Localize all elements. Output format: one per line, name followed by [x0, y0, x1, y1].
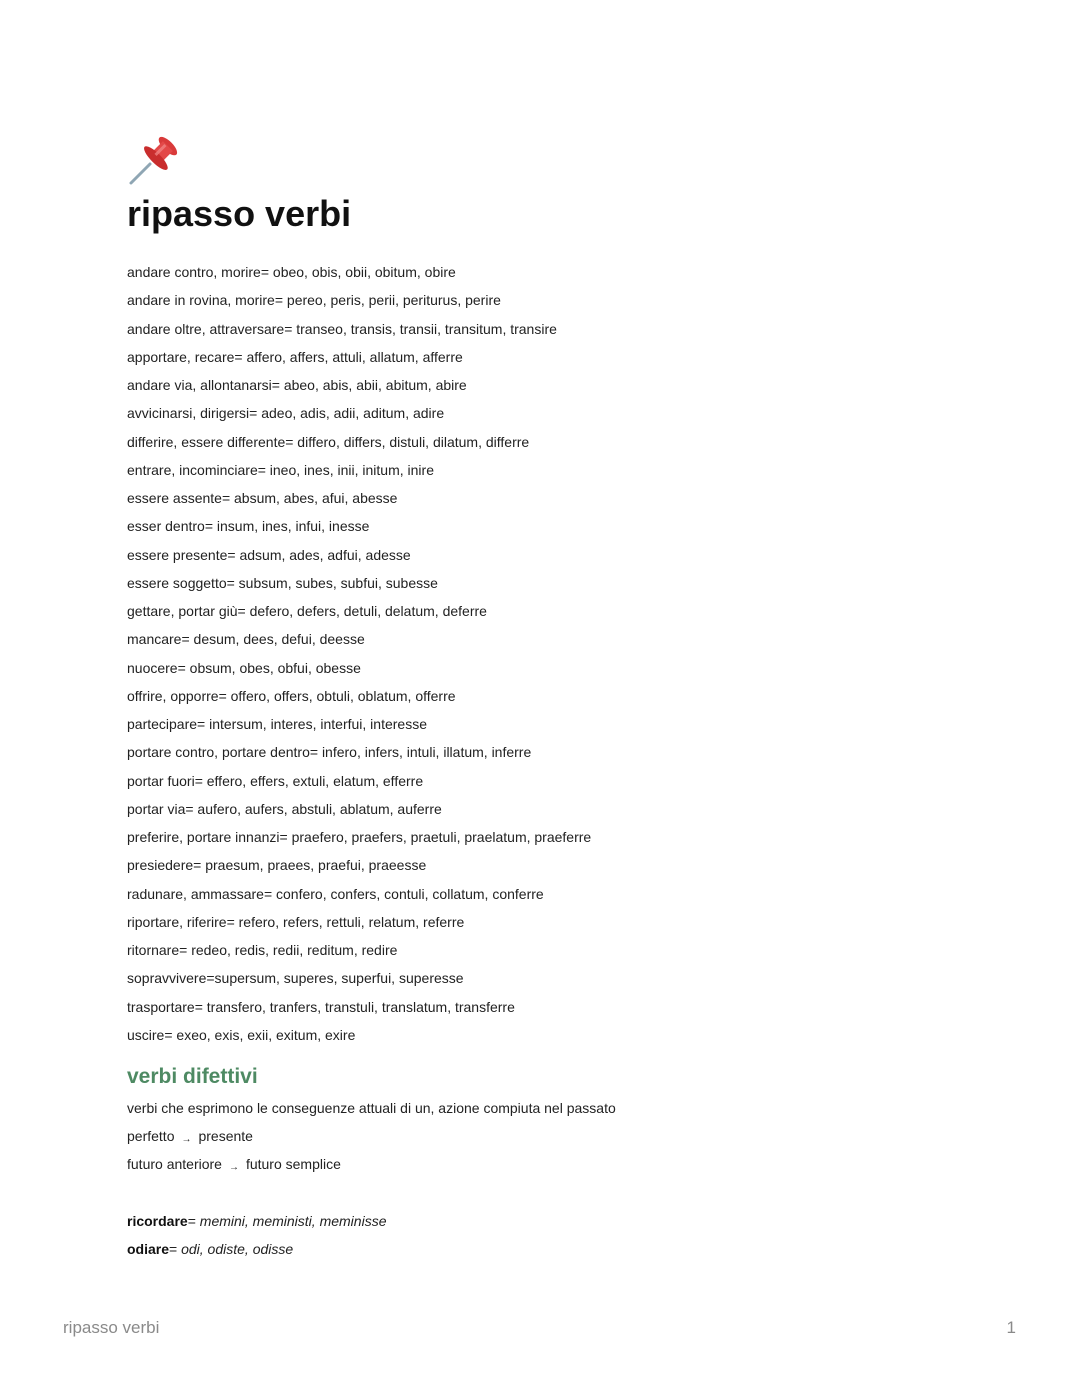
- example-entry: [127, 1207, 386, 1235]
- verb-entry: andare contro, morire= obeo, obis, obii, obitum, obire: [127, 264, 456, 280]
- verb-entry: andare via, allontanarsi= abeo, abis, abii, abitum, abire: [127, 377, 467, 393]
- verb-entry: radunare, ammassare= confero, confers, contuli, collatum, conferre: [127, 885, 544, 902]
- tense-from: perfetto: [127, 1128, 175, 1145]
- verb-entry: entrare, incominciare= ineo, ines, inii, initum, inire: [127, 461, 434, 478]
- defective-description: verbi che esprimono le conseguenze attuali di un, azione compiuta nel passato: [127, 1100, 616, 1116]
- page-number: 1: [1006, 1318, 1016, 1337]
- verb-entry: riportare, riferire= refero, refers, rettuli, relatum, referre: [127, 913, 465, 930]
- verb-entry: uscire= exeo, exis, exii, exitum, exire: [127, 1026, 356, 1043]
- verb-entry: apportare, recare= affero, affers, attuli, allatum, afferre: [127, 348, 463, 365]
- verb-entry: portar fuori= effero, effers, extuli, elatum, efferre: [127, 772, 424, 789]
- verb-entry: nuocere= obsum, obes, obfui, obesse: [127, 659, 361, 676]
- footer-title: ripasso verbi: [63, 1318, 160, 1337]
- pushpin-icon: [128, 132, 182, 186]
- verb-entry: sopravvivere=supersum, superes, superfui, superesse: [127, 970, 464, 987]
- verb-list: [127, 258, 591, 1049]
- tense-mapping: [127, 1122, 616, 1150]
- verb-entry: avvicinarsi, dirigersi= adeo, adis, adii, aditum, adire: [127, 405, 445, 422]
- example-term: odiare: [127, 1241, 170, 1258]
- verb-entry: gettare, portar giù= defero, defers, detuli, delatum, deferre: [127, 603, 487, 619]
- verb-entry: preferire, portare innanzi= praefero, praefers, praetuli, praelatum, praeferre: [127, 829, 592, 845]
- arrow-right-icon: →: [181, 1134, 192, 1146]
- tense-to: futuro semplice: [245, 1156, 341, 1173]
- defective-explanation: [127, 1094, 616, 1179]
- verb-entry: essere soggetto= subsum, subes, subfui, subesse: [127, 574, 438, 591]
- verb-entry: presiedere= praesum, praees, praefui, praeesse: [127, 857, 427, 874]
- verb-entry: ritornare= redeo, redis, redii, reditum, redire: [127, 942, 398, 958]
- verb-entry: esser dentro= insum, ines, infui, inesse: [127, 518, 370, 535]
- verb-entry: portar via= aufero, aufers, abstuli, ablatum, auferre: [127, 800, 442, 817]
- example-entry: [127, 1235, 386, 1263]
- defective-examples: [127, 1207, 386, 1263]
- tense-mapping: [127, 1150, 616, 1178]
- tense-from: futuro anteriore: [127, 1156, 222, 1173]
- verb-entry: essere presente= adsum, ades, adfui, adesse: [127, 546, 411, 563]
- example-forms: memini, meministi, meminisse: [199, 1213, 387, 1229]
- verb-entry: mancare= desum, dees, defui, deesse: [127, 631, 365, 648]
- verb-entry: partecipare= intersum, interes, interfui, interesse: [127, 716, 427, 732]
- example-term: ricordare: [127, 1213, 188, 1229]
- verb-entry: trasportare= transfero, tranfers, transtuli, translatum, transferre: [127, 998, 515, 1015]
- verb-entry: andare in rovina, morire= pereo, peris, perii, periturus, perire: [127, 292, 501, 309]
- equals-sign: =: [187, 1213, 196, 1229]
- verb-entry: portare contro, portare dentro= infero, infers, intuli, illatum, inferre: [127, 744, 532, 761]
- section-heading-defective: verbi difettivi: [127, 1065, 258, 1088]
- arrow-right-icon: →: [228, 1162, 239, 1174]
- tense-to: presente: [198, 1128, 253, 1145]
- page-title: ripasso verbi: [127, 193, 352, 234]
- verb-entry: andare oltre, attraversare= transeo, transis, transii, transitum, transire: [127, 320, 557, 337]
- verb-entry: offrire, opporre= offero, offers, obtuli, oblatum, offerre: [127, 687, 456, 704]
- example-forms: odi, odiste, odisse: [181, 1241, 294, 1258]
- verb-entry: essere assente= absum, abes, afui, abesse: [127, 490, 398, 506]
- equals-sign: =: [169, 1241, 178, 1258]
- verb-entry: differire, essere differente= differo, differs, distuli, dilatum, differre: [127, 433, 530, 450]
